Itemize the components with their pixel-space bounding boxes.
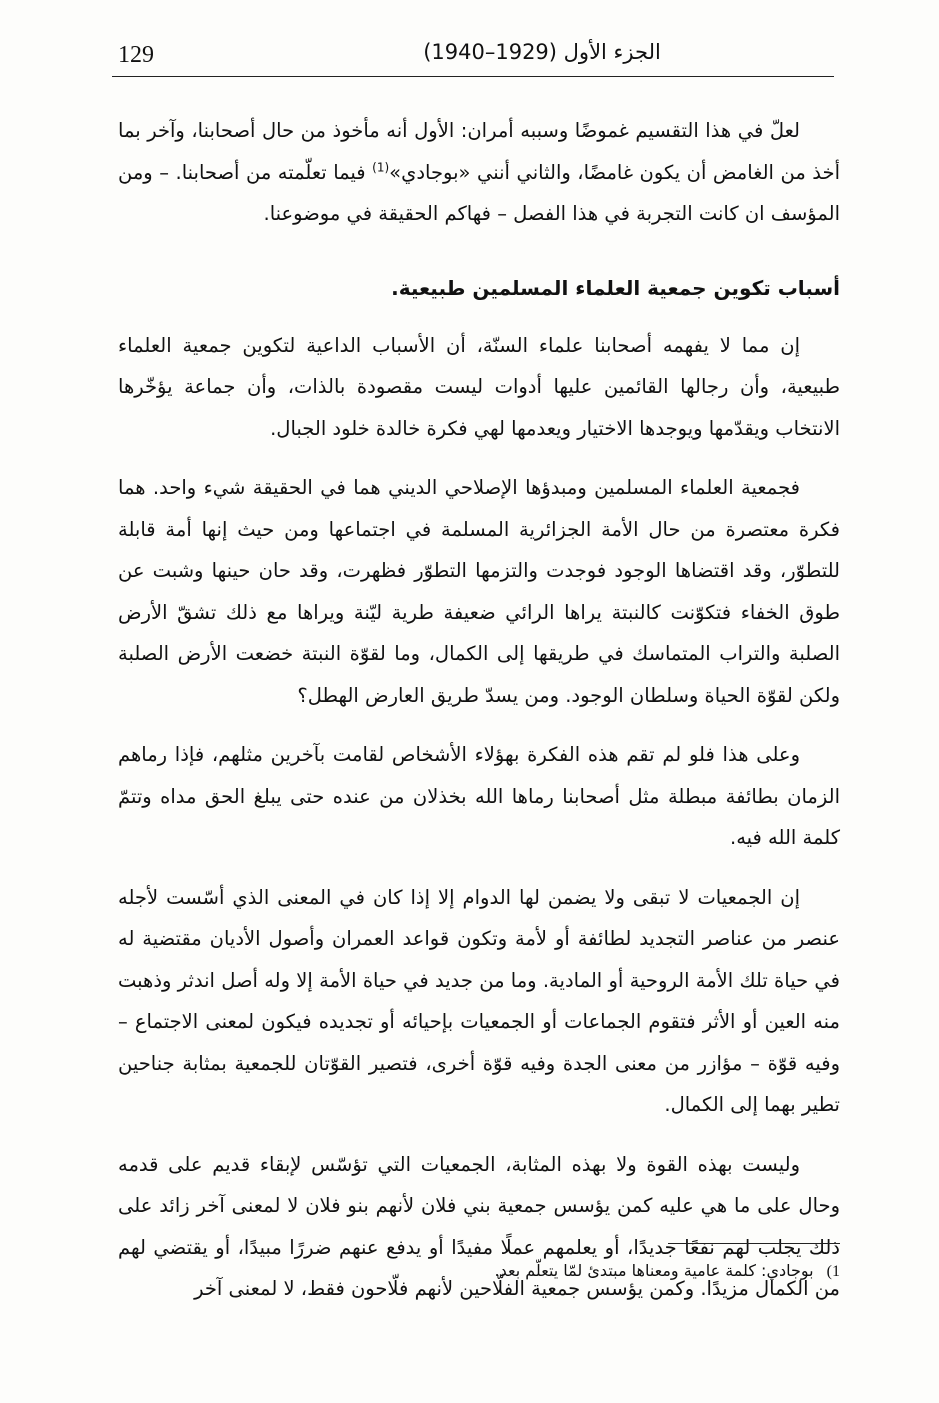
paragraph-6: وليست بهذه القوة ولا بهذه المثابة، الجمعيات التي تؤسّس لإبقاء قديم على قدمه وحال على ما هي عليه كمن يؤسس جمعية بني فلان لأنهم بنو فلان لا لمعنى آخر زائد على ذلك يجلب لهم نفعًا جديدًا، أو يعلمهم عملًا مفيدًا أو يدفع عنهم ضررًا مبيدًا، أو يقتضي لهم من الكمال مزيدًا. وكمن يؤسس جمعية الفلّاحين لأنهم فلّاحون فقط، لا لمعنى آخر [118,1152,840,1300]
paragraph-5: إن الجمعيات لا تبقى ولا يضمن لها الدوام إلا إذا كان في المعنى الذي أسّست لأجله عنصر من عناصر التجديد لطائفة أو لأمة وتكون قواعد العمران وأصول الأديان مقتضية له في حياة تلك الأمة الروحية أو المادية. وما من جديد في حياة الأمة إلا وله أصل اندثر وذهبت منه العين أو الأثر فتقوم الجماعات أو الجمعيات بإحيائه أو تجديده فيكون لمعنى الاجتماع – وفيه قوّة – مؤازر من معنى الجدة وفيه قوّة أخرى، فتصير القوّتان للجمعية بمثابة جناحين تطير بهما إلى الكمال. [118,885,840,1116]
paragraph-3: فجمعية العلماء المسلمين ومبدؤها الإصلاحي الديني هما في الحقيقة شيء واحد. هما فكرة معتصرة من حال الأمة الجزائرية المسلمة في اجتماعها ومن حيث إنها أمة قابلة للتطوّر، وقد اقتضاها الوجود فوجدت والتزمها التطوّر فظهرت، وقد حان حينها وشبت عن طوق الخفاء فتكوّنت كالنبتة يراها الرائي ضعيفة طرية ليّنة ويراها مع ذلك تشقّ الأرض الصلبة والتراب المتماسك في طريقها إلى الكمال، وما لقوّة النبتة خضعت الأرض الصلبة ولكن لقوّة الحياة وسلطان الوجود. ومن يسدّ طريق العارض الهطل؟ [118,476,840,707]
footnote-divider [668,1243,840,1244]
page-number: 129 [118,42,154,68]
footnote-number: 1) [826,1263,840,1280]
paragraph-1-text-a: لعلّ في هذا التقسيم غموضًا وسببه أمران: الأول أنه مأخوذ من حال أصحابنا، وآخر بما أخذ من الغامض أن يكون غامضًا، والثاني أنني «بوجادي» [118,119,840,184]
footnote-reference: (1) [372,160,390,174]
paragraph-2: إن مما لا يفهمه أصحابنا علماء السنّة، أن الأسباب الداعية لتكوين جمعية العلماء طبيعية، وأن رجالها القائمين عليها أدوات ليست مقصودة بالذات، وأن جماعة يؤخّرها الانتخاب ويقدّمها ويوجدها الاختيار ويعدمها لهي فكرة خالدة خلود الجبال. [118,333,840,440]
paragraph-1 [118,110,840,235]
body-text [118,110,840,1328]
paragraph-4: وعلى هذا فلو لم تقم هذه الفكرة بهؤلاء الأشخاص لقامت بآخرين مثلهم، فإذا رماهم الزمان بطائفة مبطلة مثل أصحابنا رماها الله بخذلان من عنده حتى يبلغ الحق مداه وتتمّ كلمة الله فيه. [118,743,840,849]
paragraph-1-text-b: فيما تعلّمته من أصحابنا. – ومن المؤسف ان كانت التجربة في هذا الفصل – فهاكم الحقيقة في موضوعنا. [118,160,840,225]
section-heading: أسباب تكوين جمعية العلماء المسلمين طبيعية. [391,275,840,300]
page-header [112,34,834,77]
running-head: الجزء الأول (1929–1940) [423,40,661,64]
footnote [300,1256,840,1287]
footnote-text: بوجادي: كلمة عامية ومعناها مبتدئ لمّا يتعلّم بعد. [494,1261,814,1280]
